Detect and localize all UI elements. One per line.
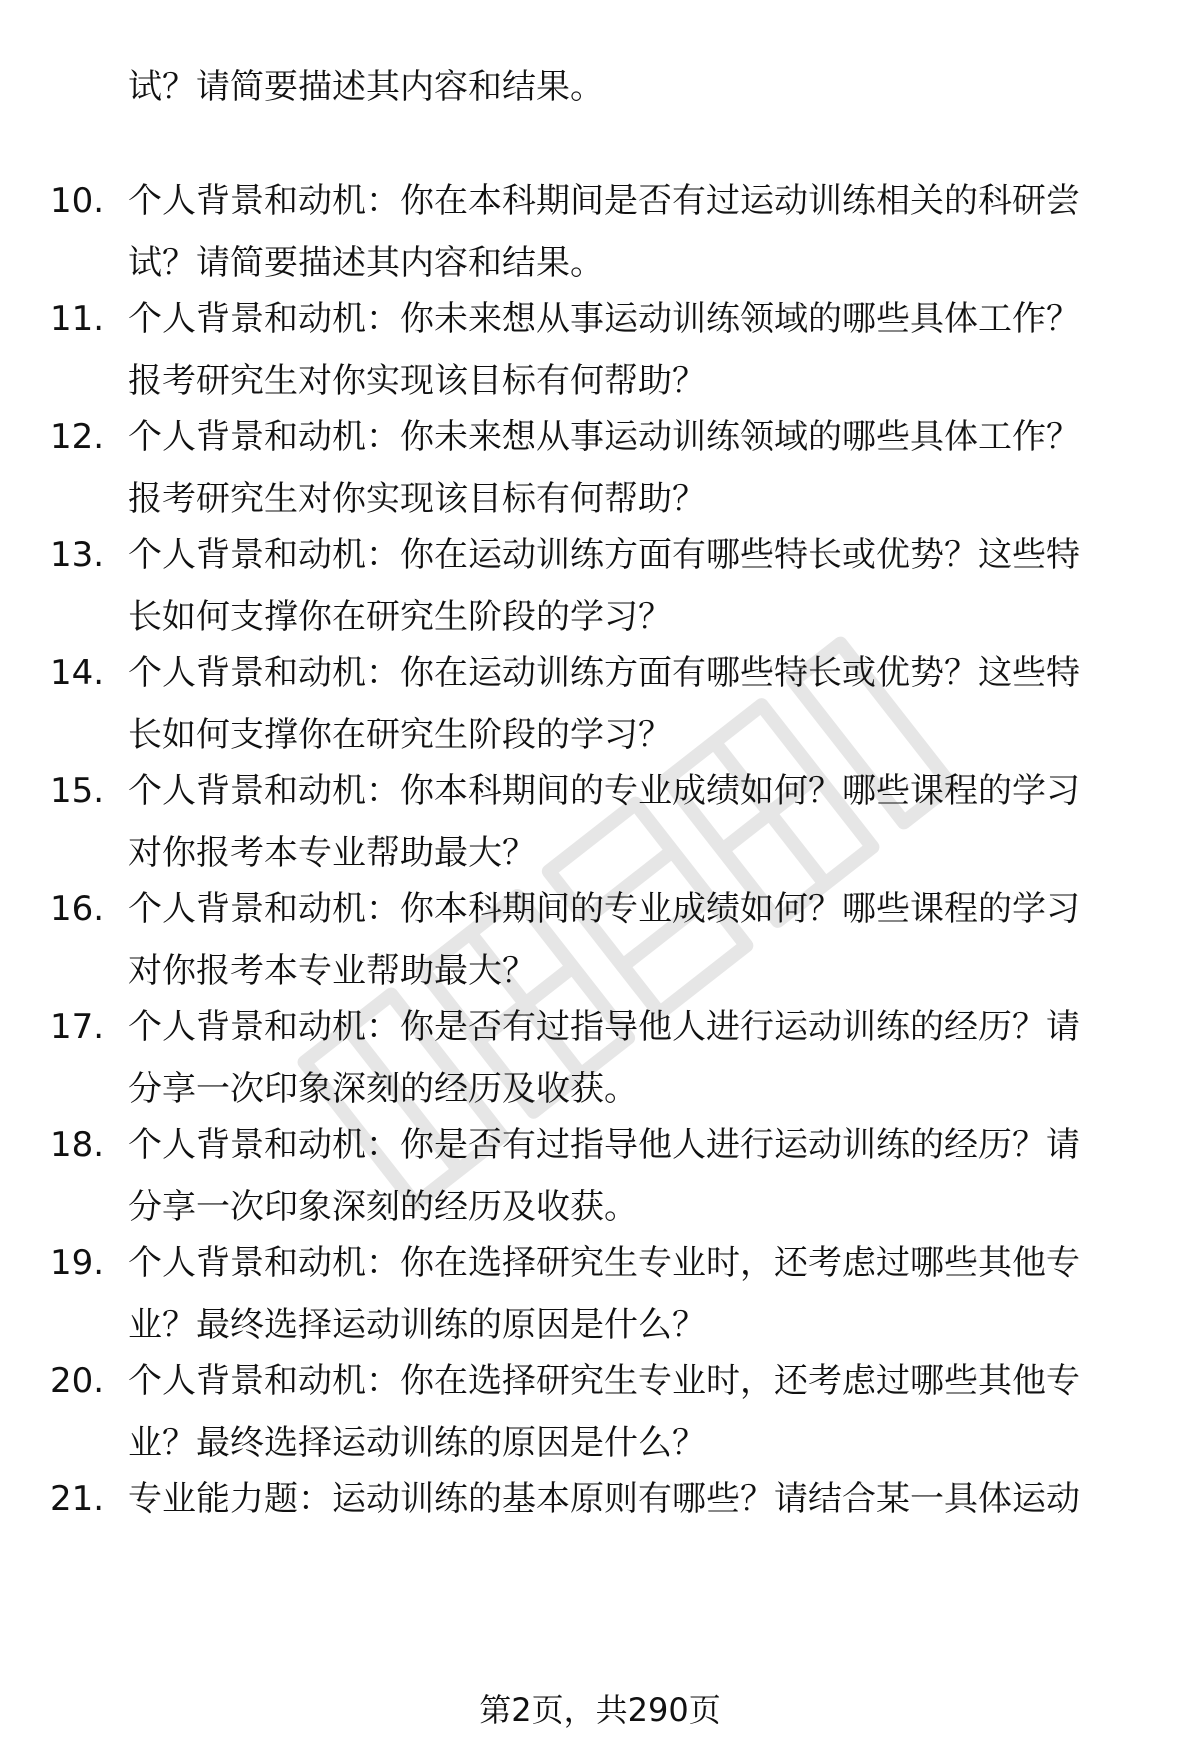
item-text-line: 报考研究生对你实现该目标有何帮助？ — [128, 361, 706, 401]
item-text-line: 长如何支撑你在研究生阶段的学习？ — [128, 597, 672, 637]
list-item — [0, 878, 1200, 1002]
item-text-line: 个人背景和动机：你是否有过指导他人进行运动训练的经历？请 — [128, 1125, 1080, 1165]
item-text-line: 个人背景和动机：你在本科期间是否有过运动训练相关的科研尝 — [128, 181, 1080, 221]
item-text-line: 试？请简要描述其内容和结果。 — [128, 243, 604, 283]
continuation-line: 试？请简要描述其内容和结果。 — [128, 67, 604, 107]
item-number: 17. — [50, 1007, 105, 1047]
item-number: 14. — [50, 653, 105, 693]
item-text-line: 报考研究生对你实现该目标有何帮助？ — [128, 479, 706, 519]
item-number: 11. — [50, 299, 105, 339]
item-text-line: 业？最终选择运动训练的原因是什么？ — [128, 1305, 706, 1345]
item-text-line: 对你报考本专业帮助最大？ — [128, 833, 536, 873]
document-content — [0, 56, 1200, 1530]
item-text-line: 个人背景和动机：你是否有过指导他人进行运动训练的经历？请 — [128, 1007, 1080, 1047]
item-text-line: 分享一次印象深刻的经历及收获。 — [128, 1069, 638, 1109]
list-item — [0, 996, 1200, 1120]
item-number: 18. — [50, 1125, 105, 1165]
item-text-line: 个人背景和动机：你在选择研究生专业时，还考虑过哪些其他专 — [128, 1361, 1080, 1401]
item-text-line: 业？最终选择运动训练的原因是什么？ — [128, 1423, 706, 1463]
page-footer: 第2页，共290页 — [479, 1691, 721, 1729]
item-number: 19. — [50, 1243, 105, 1283]
item-text-line: 个人背景和动机：你未来想从事运动训练领域的哪些具体工作？ — [128, 299, 1080, 339]
list-item — [0, 170, 1200, 294]
item-text-line: 个人背景和动机：你本科期间的专业成绩如何？哪些课程的学习 — [128, 771, 1080, 811]
list-item — [0, 642, 1200, 766]
item-number: 15. — [50, 771, 105, 811]
item-number: 20. — [50, 1361, 105, 1401]
list-item — [0, 524, 1200, 648]
list-item — [0, 1468, 1200, 1530]
item-number: 10. — [50, 181, 105, 221]
item-number: 16. — [50, 889, 105, 929]
item-text-line: 个人背景和动机：你在运动训练方面有哪些特长或优势？这些特 — [128, 535, 1080, 575]
list-item — [0, 1114, 1200, 1238]
item-text-line: 专业能力题：运动训练的基本原则有哪些？请结合某一具体运动 — [128, 1479, 1080, 1519]
list-item — [0, 406, 1200, 530]
list-item — [0, 288, 1200, 412]
item-text-line: 分享一次印象深刻的经历及收获。 — [128, 1187, 638, 1227]
item-number: 13. — [50, 535, 105, 575]
list-item — [0, 760, 1200, 884]
question-list — [0, 170, 1200, 1530]
item-number: 12. — [50, 417, 105, 457]
item-text-line: 长如何支撑你在研究生阶段的学习？ — [128, 715, 672, 755]
list-item — [0, 1350, 1200, 1474]
item-text-line: 个人背景和动机：你本科期间的专业成绩如何？哪些课程的学习 — [128, 889, 1080, 929]
list-item — [0, 1232, 1200, 1356]
item-number: 21. — [50, 1479, 105, 1519]
item-text-line: 对你报考本专业帮助最大？ — [128, 951, 536, 991]
item-text-line: 个人背景和动机：你在选择研究生专业时，还考虑过哪些其他专 — [128, 1243, 1080, 1283]
item-text-line: 个人背景和动机：你未来想从事运动训练领域的哪些具体工作？ — [128, 417, 1080, 457]
item-text-line: 个人背景和动机：你在运动训练方面有哪些特长或优势？这些特 — [128, 653, 1080, 693]
